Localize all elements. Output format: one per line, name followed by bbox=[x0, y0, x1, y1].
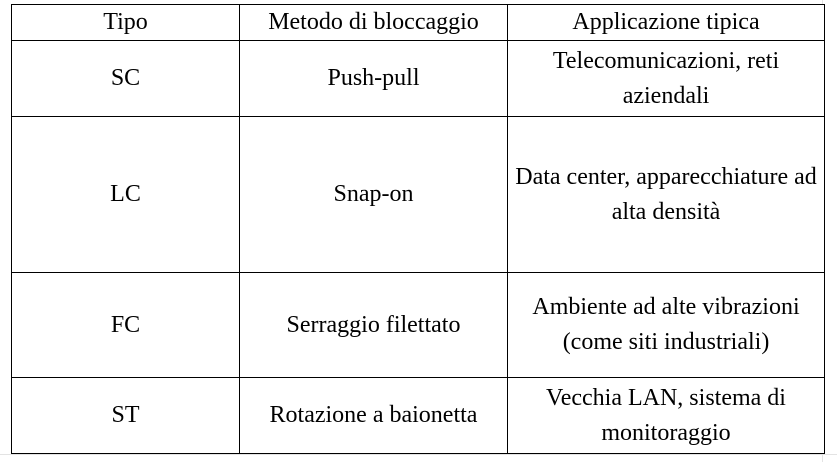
table-row bbox=[12, 273, 825, 378]
header-applicazione: Applicazione tipica bbox=[508, 5, 825, 41]
table-row bbox=[12, 41, 825, 117]
cell-applicazione: Data center, apparecchiature ad alta densità bbox=[508, 117, 825, 273]
cell-tipo: SC bbox=[12, 41, 240, 117]
cell-metodo: Snap-on bbox=[240, 117, 508, 273]
connector-table bbox=[11, 4, 825, 454]
table-header-row bbox=[12, 5, 825, 41]
cell-metodo: Serraggio filettato bbox=[240, 273, 508, 378]
header-metodo: Metodo di bloccaggio bbox=[240, 5, 508, 41]
cell-applicazione: Ambiente ad alte vibrazioni (come siti industriali) bbox=[508, 273, 825, 378]
cell-tipo: LC bbox=[12, 117, 240, 273]
table-row bbox=[12, 378, 825, 454]
cell-tipo: ST bbox=[12, 378, 240, 454]
grid-line bbox=[0, 454, 837, 455]
cell-applicazione: Vecchia LAN, sistema di monitoraggio bbox=[508, 378, 825, 454]
cell-metodo: Rotazione a baionetta bbox=[240, 378, 508, 454]
cell-applicazione: Telecomunicazioni, reti aziendali bbox=[508, 41, 825, 117]
cell-metodo: Push-pull bbox=[240, 41, 508, 117]
table-row bbox=[12, 117, 825, 273]
header-tipo: Tipo bbox=[12, 5, 240, 41]
cell-tipo: FC bbox=[12, 273, 240, 378]
